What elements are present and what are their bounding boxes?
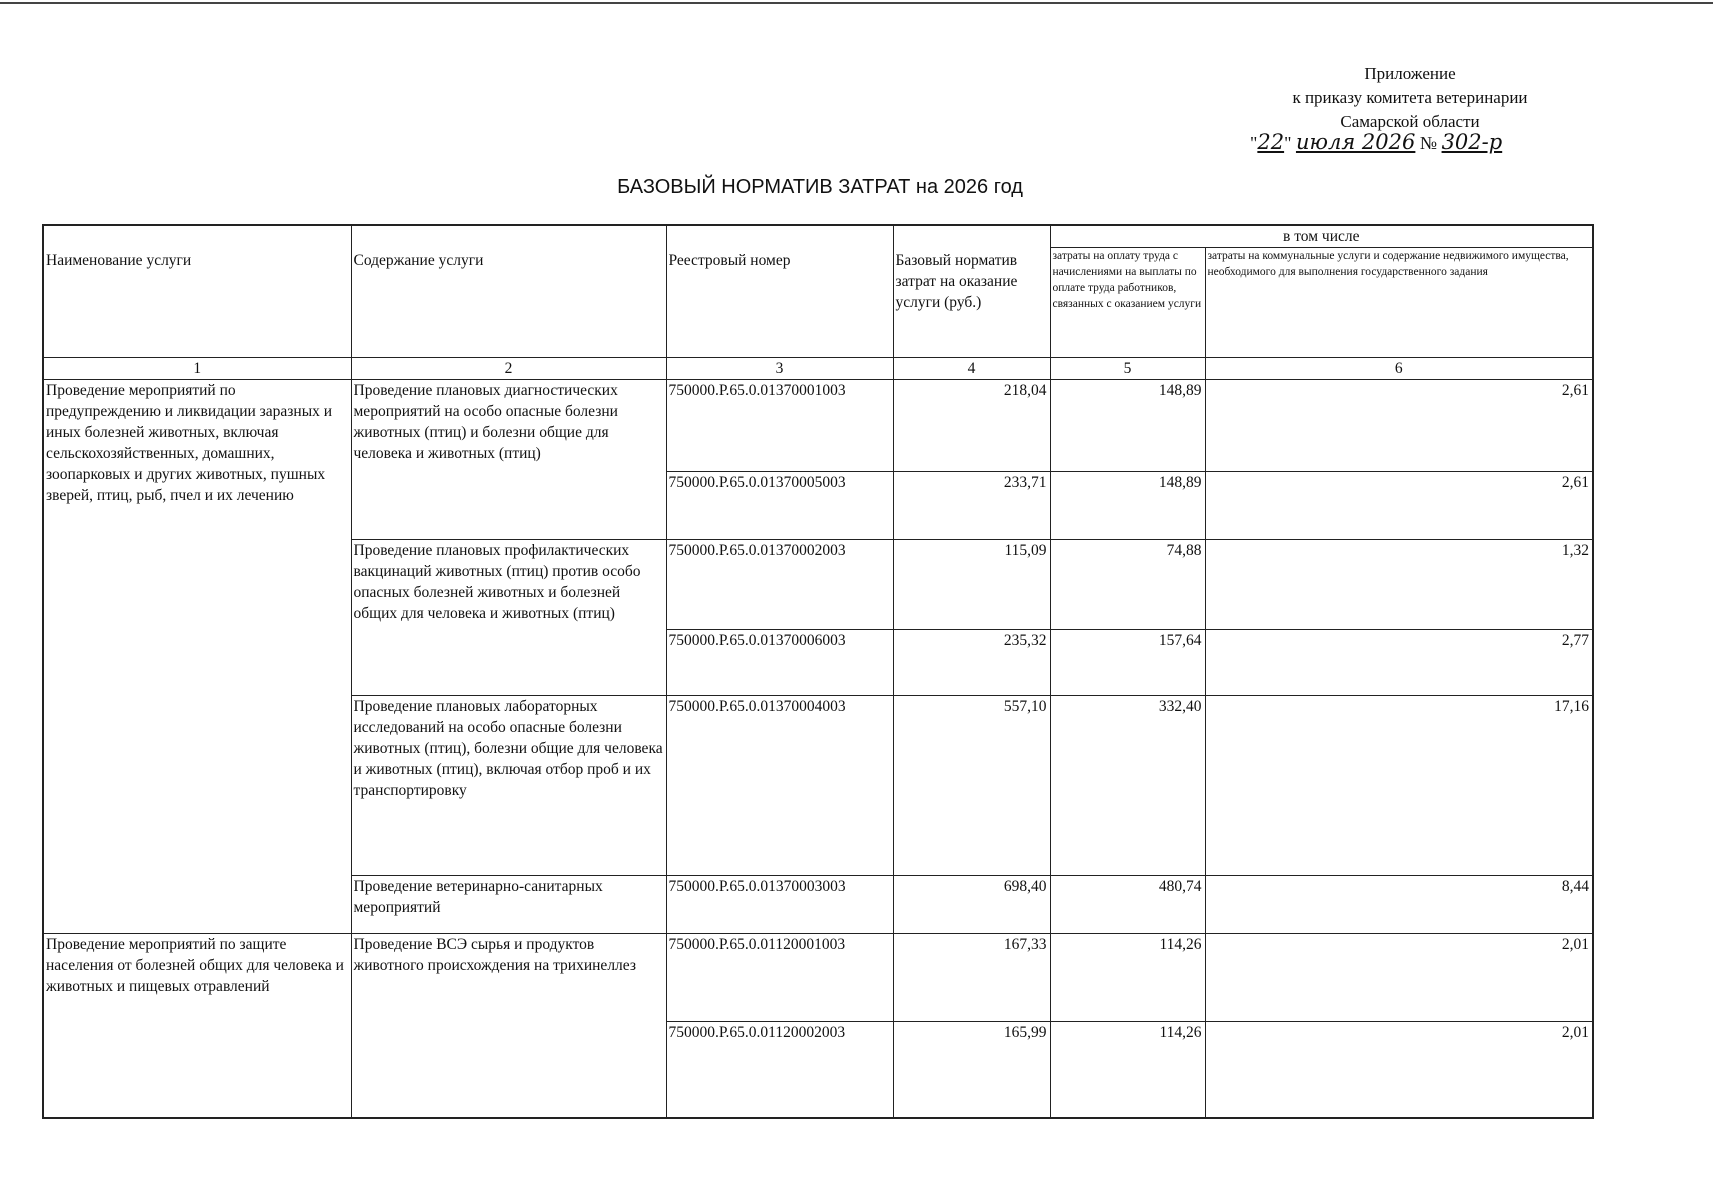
labor-cost-cell: 157,64 <box>1050 630 1205 696</box>
utility-cost-cell: 2,61 <box>1205 472 1593 540</box>
base-norm-cell: 165,99 <box>893 1022 1050 1118</box>
utility-cost-cell: 1,32 <box>1205 540 1593 630</box>
column-number-5: 5 <box>1050 358 1205 380</box>
base-norm-cell: 218,04 <box>893 380 1050 472</box>
header-including: в том числе <box>1050 225 1593 248</box>
labor-cost-cell: 332,40 <box>1050 696 1205 876</box>
utility-cost-cell: 2,01 <box>1205 934 1593 1022</box>
base-norm-cell: 233,71 <box>893 472 1050 540</box>
table-row <box>43 380 1593 472</box>
labor-cost-cell: 148,89 <box>1050 472 1205 540</box>
column-number-2: 2 <box>351 358 666 380</box>
labor-cost-cell: 148,89 <box>1050 380 1205 472</box>
column-number-4: 4 <box>893 358 1050 380</box>
base-norm-cell: 115,09 <box>893 540 1050 630</box>
column-number-3: 3 <box>666 358 893 380</box>
appendix-block <box>1230 62 1590 134</box>
cost-norms-table <box>42 224 1594 1119</box>
order-number: 302-р <box>1441 130 1503 154</box>
registry-number-cell: 750000.Р.65.0.01370001003 <box>666 380 893 472</box>
utility-cost-cell: 8,44 <box>1205 876 1593 934</box>
labor-cost-cell: 74,88 <box>1050 540 1205 630</box>
number-sign: № <box>1419 133 1438 153</box>
service-name-cell: Проведение мероприятий по защите населения от болезней общих для человека и животных и пищевых отравлений <box>43 934 351 1118</box>
appendix-line-1: Приложение <box>1364 64 1456 83</box>
appendix-line-3: Самарской области <box>1340 112 1480 131</box>
column-number-6: 6 <box>1205 358 1593 380</box>
order-day: 22 <box>1257 130 1285 154</box>
header-service-name: Наименование услуги <box>43 225 351 358</box>
header-service-content: Содержание услуги <box>351 225 666 358</box>
utility-cost-cell: 2,77 <box>1205 630 1593 696</box>
utility-cost-cell: 17,16 <box>1205 696 1593 876</box>
service-name-cell: Проведение мероприятий по предупреждению и ликвидации заразных и иных болезней животных, включая сельскохозяйственных, домашних, зоопарковых и других животных, пушных зверей, птиц, рыб, пчел и их лечению <box>43 380 351 934</box>
utility-cost-cell: 2,61 <box>1205 380 1593 472</box>
labor-cost-cell: 480,74 <box>1050 876 1205 934</box>
service-content-cell: Проведение плановых лабораторных исследований на особо опасные болезни животных (птиц), болезни общие для человека и животных (птиц), включая отбор проб и их транспортировку <box>351 696 666 876</box>
header-labor-costs: затраты на оплату труда с начислениями на выплаты по оплате труда работников, связанных с оказанием услуги <box>1050 248 1205 358</box>
labor-cost-cell: 114,26 <box>1050 1022 1205 1118</box>
registry-number-cell: 750000.Р.65.0.01370002003 <box>666 540 893 630</box>
header-utility-costs: затраты на коммунальные услуги и содержание недвижимого имущества, необходимого для выполнения государственного задания <box>1205 248 1593 358</box>
base-norm-cell: 698,40 <box>893 876 1050 934</box>
registry-number-cell: 750000.Р.65.0.01370006003 <box>666 630 893 696</box>
order-date-number: "22" июля 2026 № 302-р <box>1250 130 1503 154</box>
registry-number-cell: 750000.Р.65.0.01120002003 <box>666 1022 893 1118</box>
header-registry-number: Реестровый номер <box>666 225 893 358</box>
base-norm-cell: 557,10 <box>893 696 1050 876</box>
base-norm-cell: 167,33 <box>893 934 1050 1022</box>
registry-number-cell: 750000.Р.65.0.01370004003 <box>666 696 893 876</box>
service-content-cell: Проведение ВСЭ сырья и продуктов животного происхождения на трихинеллез <box>351 934 666 1118</box>
table-row <box>43 934 1593 1022</box>
utility-cost-cell: 2,01 <box>1205 1022 1593 1118</box>
registry-number-cell: 750000.Р.65.0.01370005003 <box>666 472 893 540</box>
service-content-cell: Проведение плановых профилактических вакцинаций животных (птиц) против особо опасных болезней животных и болезней общих для человека и животных (птиц) <box>351 540 666 696</box>
header-base-norm: Базовый норматив затрат на оказание услуги (руб.) <box>893 225 1050 358</box>
appendix-line-2: к приказу комитета ветеринарии <box>1292 88 1528 107</box>
registry-number-cell: 750000.Р.65.0.01370003003 <box>666 876 893 934</box>
column-number-1: 1 <box>43 358 351 380</box>
base-norm-cell: 235,32 <box>893 630 1050 696</box>
page-top-border <box>0 2 1713 4</box>
service-content-cell: Проведение ветеринарно-санитарных мероприятий <box>351 876 666 934</box>
service-content-cell: Проведение плановых диагностических мероприятий на особо опасные болезни животных (птиц) и болезни общие для человека и животных (птиц) <box>351 380 666 540</box>
order-month-year: июля 2026 <box>1295 130 1416 154</box>
document-title: БАЗОВЫЙ НОРМАТИВ ЗАТРАТ на 2026 год <box>617 176 1023 198</box>
labor-cost-cell: 114,26 <box>1050 934 1205 1022</box>
registry-number-cell: 750000.Р.65.0.01120001003 <box>666 934 893 1022</box>
